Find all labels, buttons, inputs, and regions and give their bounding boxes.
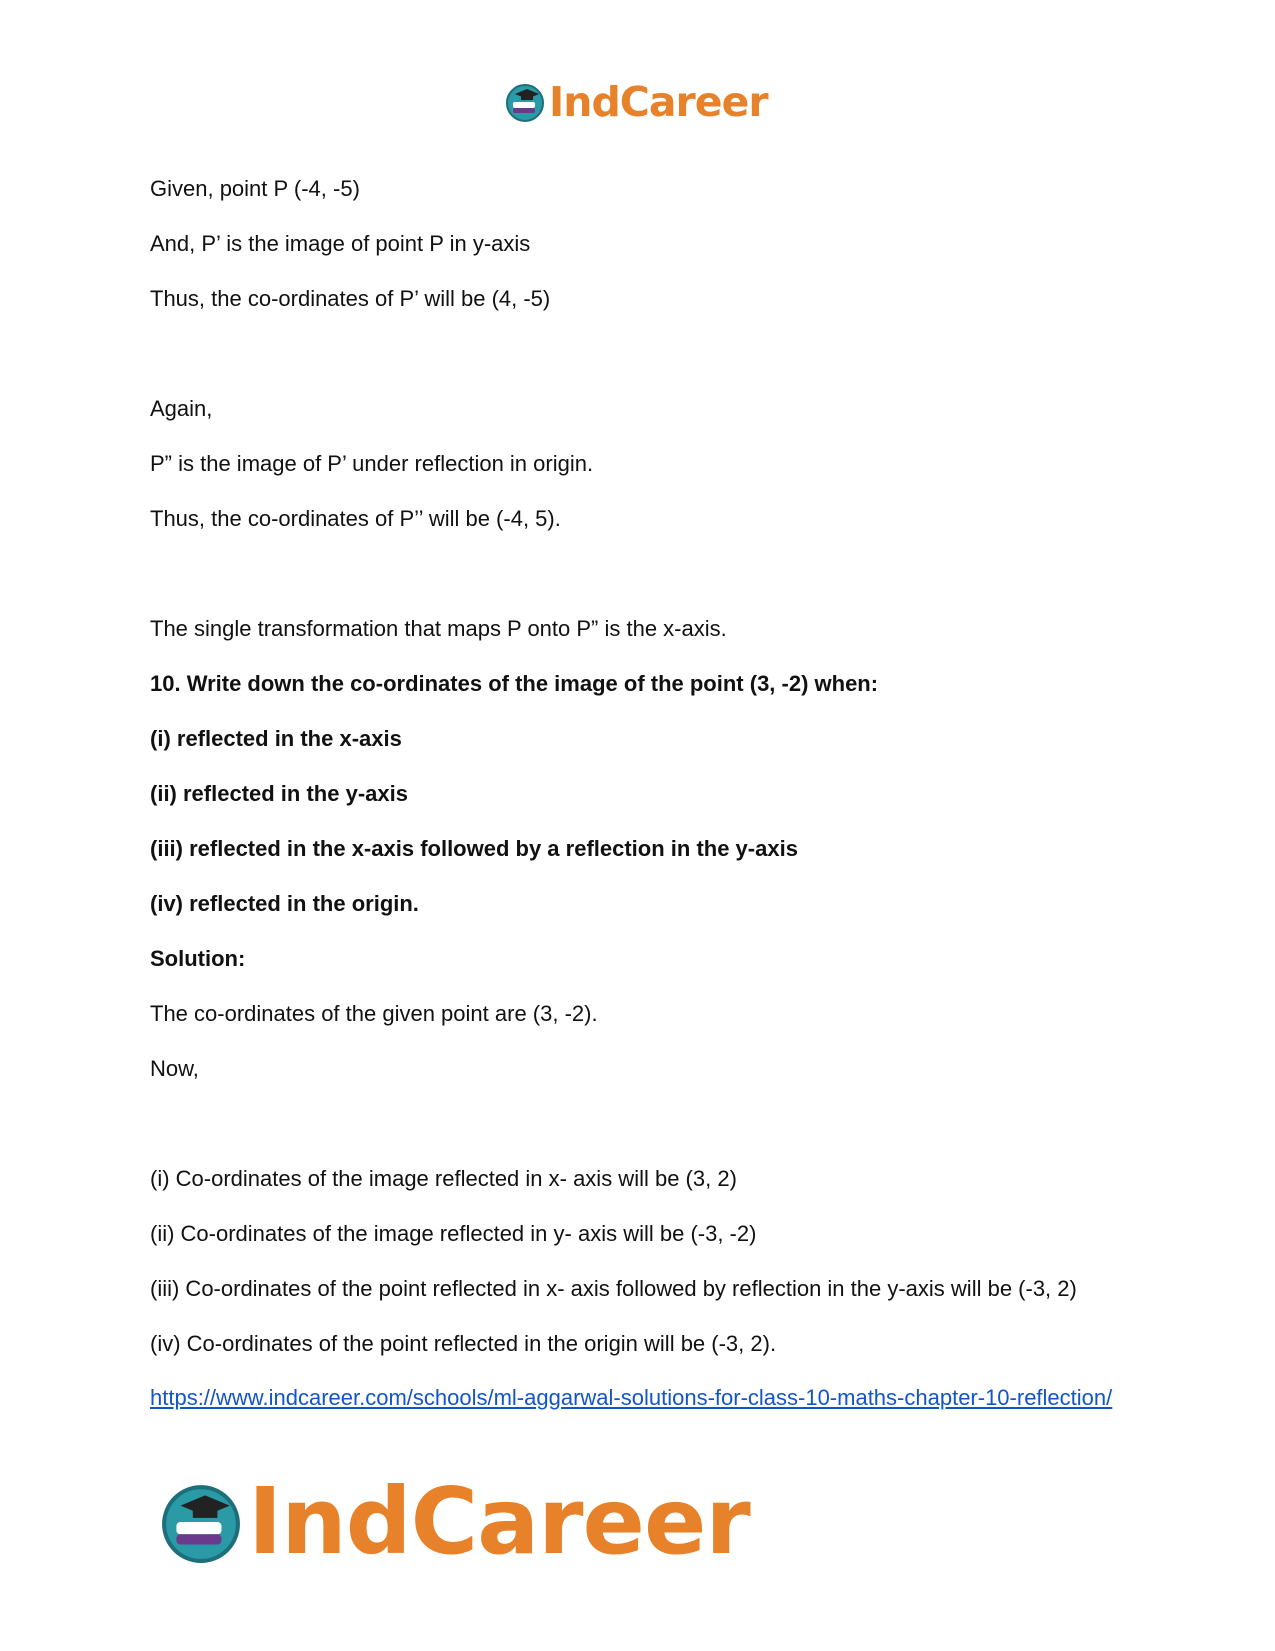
logo-text: IndCareer bbox=[549, 78, 768, 126]
text-line: Thus, the co-ordinates of P’ will be (4, -5) bbox=[150, 286, 551, 311]
question-part: (iii) reflected in the x-axis followed by a reflection in the y-axis bbox=[150, 836, 798, 861]
question-part: (i) reflected in the x-axis bbox=[150, 726, 402, 751]
text-line: P” is the image of P’ under reflection in origin. bbox=[150, 451, 594, 476]
globe-book-icon bbox=[505, 82, 545, 122]
header-logo bbox=[505, 78, 768, 126]
answer-line: (iv) Co-ordinates of the point reflected in the origin will be (-3, 2). bbox=[150, 1331, 777, 1356]
text-line: The co-ordinates of the given point are (3, -2). bbox=[150, 1001, 598, 1026]
document-body bbox=[150, 175, 1150, 1413]
question-heading: 10. Write down the co-ordinates of the image of the point (3, -2) when: bbox=[150, 671, 879, 696]
text-line: Given, point P (-4, -5) bbox=[150, 176, 360, 201]
text-line: Now, bbox=[150, 1056, 199, 1081]
logo-text: IndCareer bbox=[248, 1468, 750, 1575]
solution-heading: Solution: bbox=[150, 946, 246, 971]
question-part: (ii) reflected in the y-axis bbox=[150, 781, 408, 806]
answer-line: (iii) Co-ordinates of the point reflected in x- axis followed by reflection in the y-axis will be (-3, 2) bbox=[150, 1276, 1077, 1301]
source-link[interactable]: https://www.indcareer.com/schools/ml-aggarwal-solutions-for-class-10-maths-chapter-10-reflection/ bbox=[150, 1385, 1113, 1410]
text-line: The single transformation that maps P onto P” is the x-axis. bbox=[150, 616, 727, 641]
answer-line: (ii) Co-ordinates of the image reflected in y- axis will be (-3, -2) bbox=[150, 1221, 757, 1246]
answer-line: (i) Co-ordinates of the image reflected in x- axis will be (3, 2) bbox=[150, 1166, 737, 1191]
text-line: Again, bbox=[150, 396, 213, 421]
question-part: (iv) reflected in the origin. bbox=[150, 891, 419, 916]
text-line: And, P’ is the image of point P in y-axis bbox=[150, 231, 531, 256]
globe-book-icon bbox=[160, 1481, 242, 1563]
text-line: Thus, the co-ordinates of P’’ will be (-4, 5). bbox=[150, 506, 561, 531]
footer-logo bbox=[160, 1468, 750, 1575]
